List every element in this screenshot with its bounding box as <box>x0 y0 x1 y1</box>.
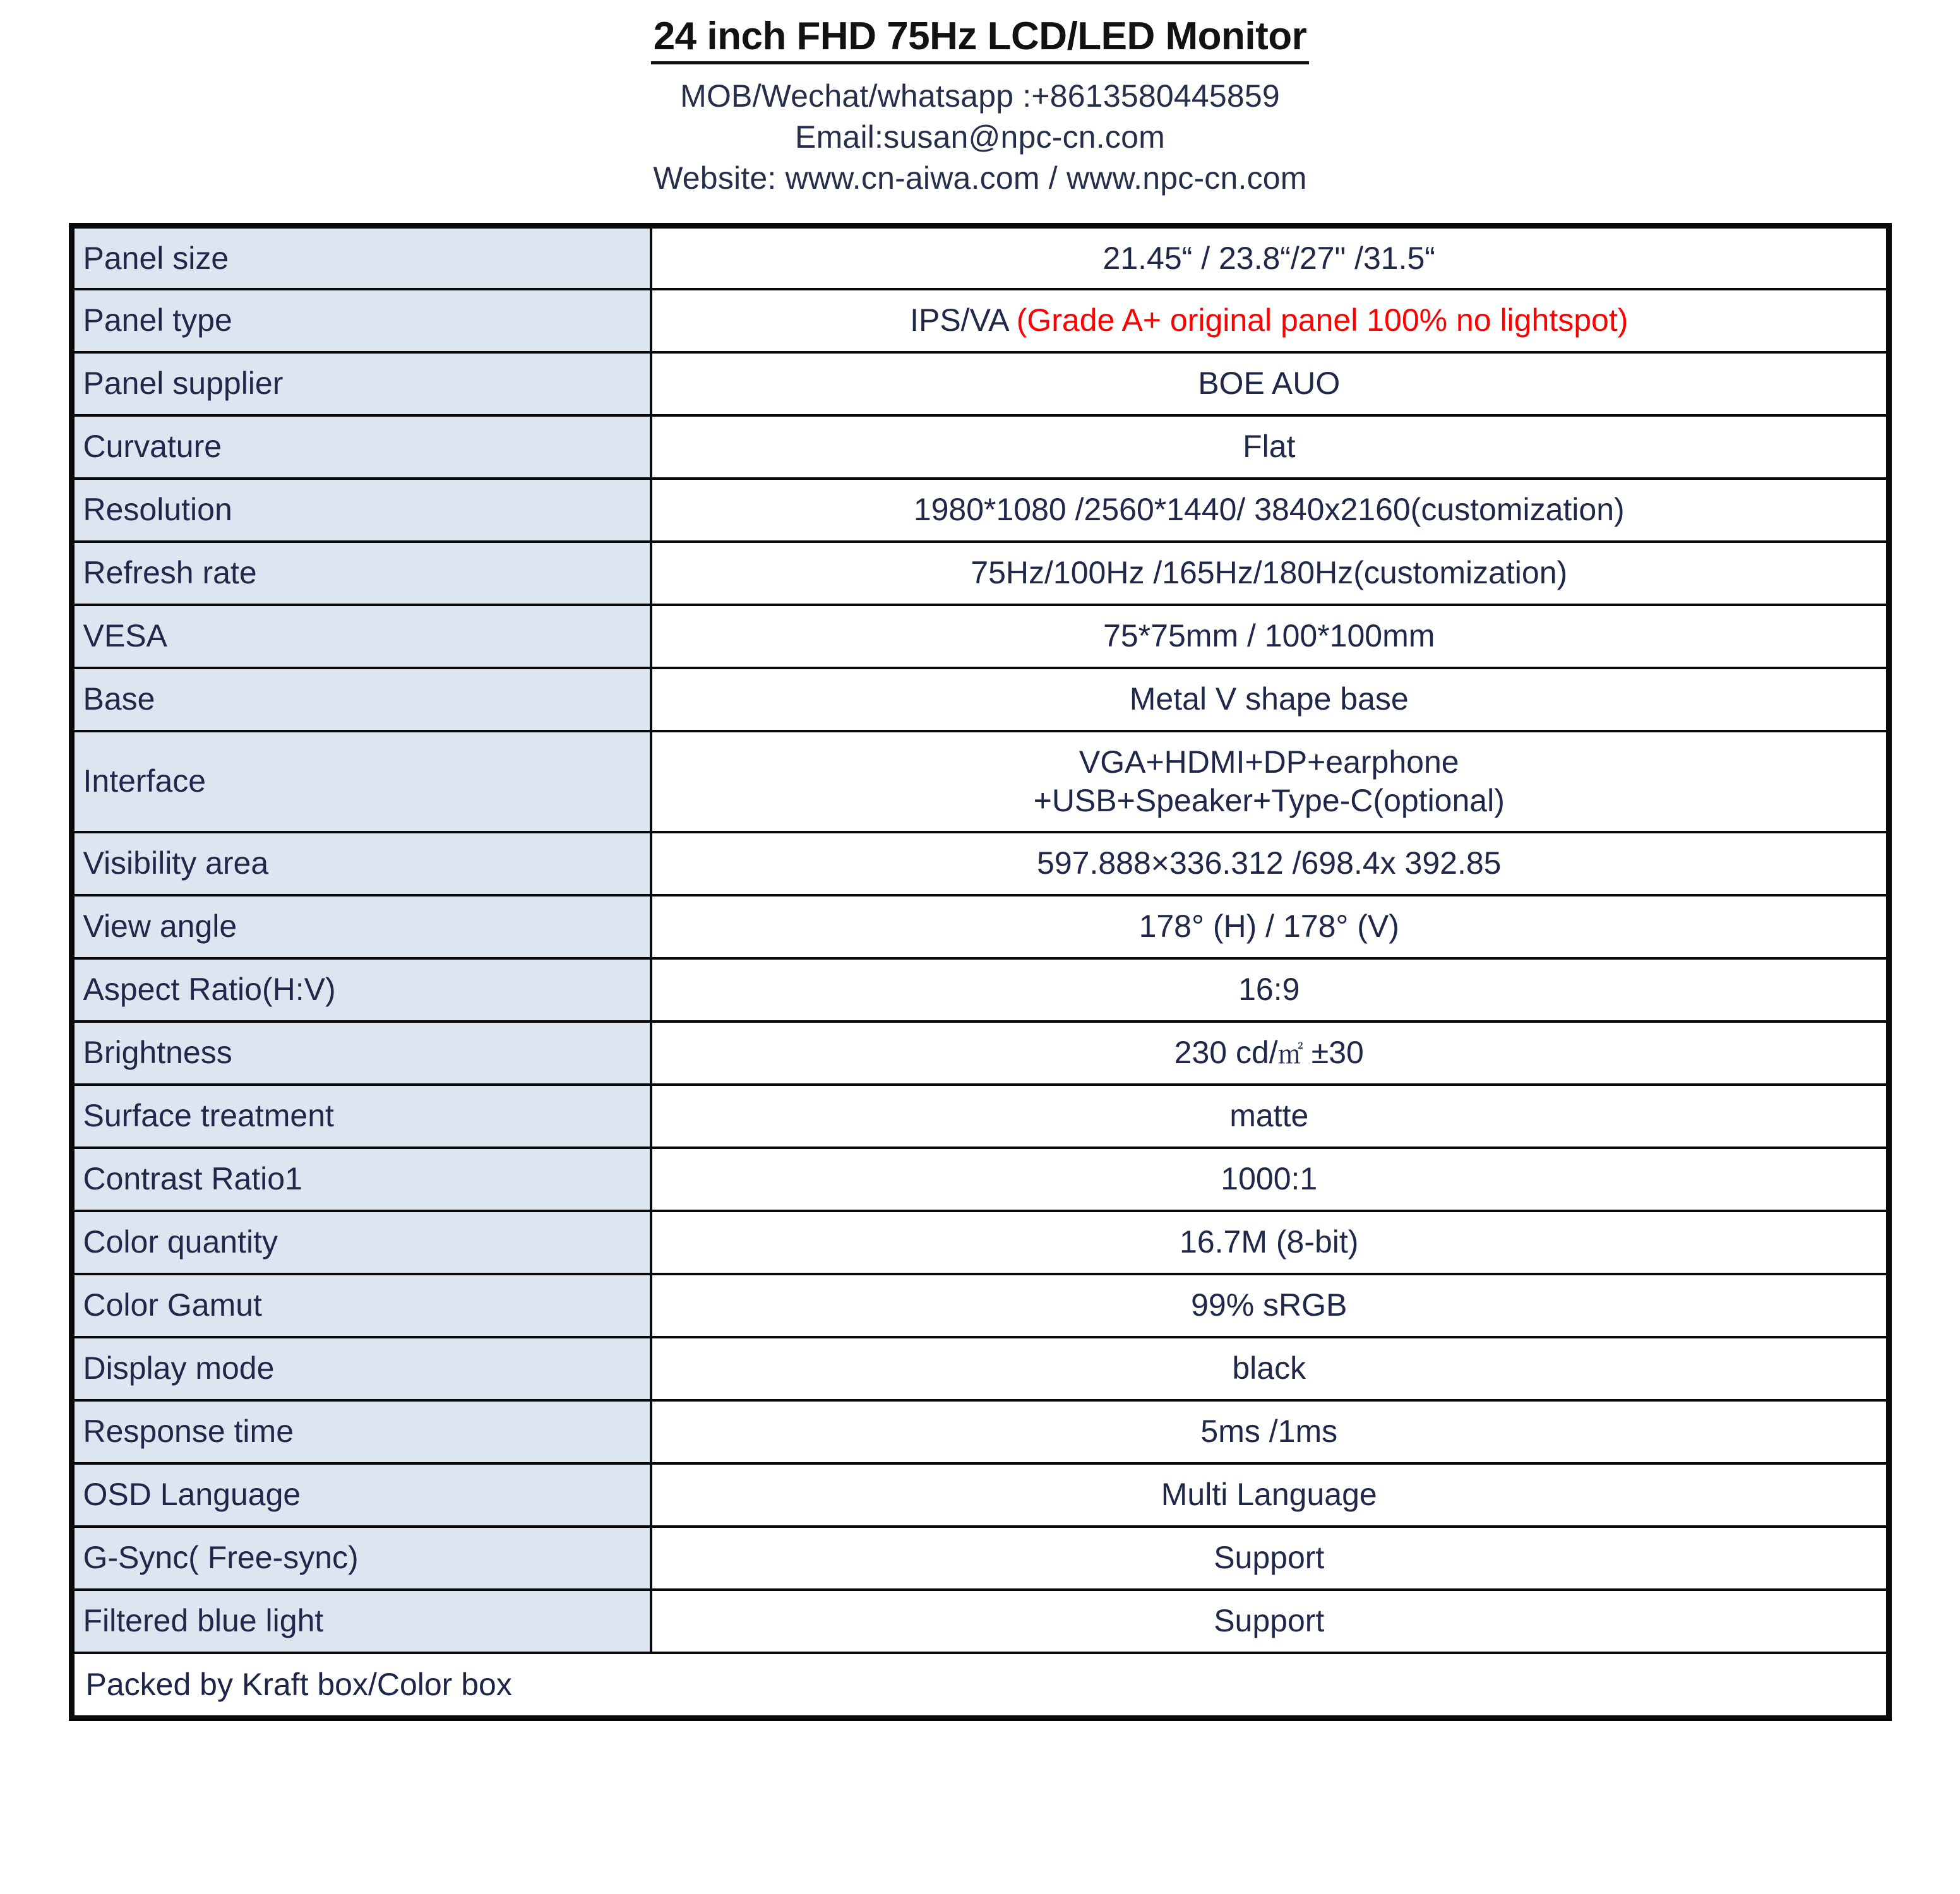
spec-value-cell: 21.45“ / 23.8“/27" /31.5“ <box>651 226 1889 289</box>
spec-value-cell: Support <box>651 1527 1889 1590</box>
spec-label-cell: View angle <box>71 895 651 958</box>
spec-value-cell <box>651 1021 1889 1085</box>
spec-label-cell: Display mode <box>71 1337 651 1400</box>
specification-table <box>69 223 1892 1721</box>
spec-value-cell: 5ms /1ms <box>651 1400 1889 1463</box>
table-row <box>71 1400 1889 1463</box>
spec-value-cell: 75*75mm / 100*100mm <box>651 605 1889 668</box>
spec-label-cell: Brightness <box>71 1021 651 1085</box>
spec-label-cell: G-Sync( Free-sync) <box>71 1527 651 1590</box>
document-header <box>0 0 1960 199</box>
spec-label-cell: Color Gamut <box>71 1274 651 1337</box>
table-row <box>71 832 1889 895</box>
spec-value-line-1: VGA+HDMI+DP+earphone <box>1079 744 1459 780</box>
spec-value-highlight: (Grade A+ original panel 100% no lightspot) <box>1016 302 1628 338</box>
table-row <box>71 352 1889 415</box>
table-row <box>71 1021 1889 1085</box>
spec-value-cell <box>651 289 1889 352</box>
spec-value-line-2: +USB+Speaker+Type-C(optional) <box>1033 782 1505 818</box>
table-row <box>71 415 1889 479</box>
spec-value-cell: 597.888×336.312 /698.4x 392.85 <box>651 832 1889 895</box>
spec-value-text: IPS/VA <box>910 302 1017 338</box>
spec-value-cell: BOE AUO <box>651 352 1889 415</box>
spec-value-cell: 16:9 <box>651 958 1889 1021</box>
table-row <box>71 479 1889 542</box>
spec-label-cell: Interface <box>71 731 651 832</box>
specification-table-body <box>71 226 1889 1718</box>
table-row <box>71 958 1889 1021</box>
contact-website-line: Website: www.cn-aiwa.com / www.npc-cn.com <box>653 160 1307 196</box>
spec-value-cell <box>651 731 1889 832</box>
spec-label-cell: Surface treatment <box>71 1085 651 1148</box>
table-row <box>71 1274 1889 1337</box>
spec-label-cell: Base <box>71 668 651 731</box>
packaging-row <box>71 1653 1889 1718</box>
spec-label-cell: Curvature <box>71 415 651 479</box>
table-row <box>71 1148 1889 1211</box>
square-metre-unit: ㎡ <box>1277 1041 1303 1069</box>
table-row <box>71 1527 1889 1590</box>
spec-value-cell: 99% sRGB <box>651 1274 1889 1337</box>
table-row <box>71 1211 1889 1274</box>
spec-label-cell: OSD Language <box>71 1463 651 1527</box>
packaging-note: Packed by Kraft box/Color box <box>71 1653 1889 1718</box>
spec-label-cell: Panel type <box>71 289 651 352</box>
table-row <box>71 289 1889 352</box>
spec-value-cell: 75Hz/100Hz /165Hz/180Hz(customization) <box>651 542 1889 605</box>
spec-value-cell: 178° (H) / 178° (V) <box>651 895 1889 958</box>
spec-label-cell: VESA <box>71 605 651 668</box>
spec-value-cell: Support <box>651 1590 1889 1653</box>
spec-label-cell: Contrast Ratio1 <box>71 1148 651 1211</box>
spec-value-cell: Multi Language <box>651 1463 1889 1527</box>
spec-label-cell: Panel size <box>71 226 651 289</box>
spec-value-cell: 1980*1080 /2560*1440/ 3840x2160(customization) <box>651 479 1889 542</box>
table-row <box>71 1337 1889 1400</box>
spec-value-cell: Metal V shape base <box>651 668 1889 731</box>
spec-label-cell: Resolution <box>71 479 651 542</box>
spec-label-cell: Visibility area <box>71 832 651 895</box>
table-row <box>71 605 1889 668</box>
table-row <box>71 1590 1889 1653</box>
spec-label-cell: Refresh rate <box>71 542 651 605</box>
contact-info <box>0 76 1960 199</box>
table-row <box>71 1085 1889 1148</box>
table-row <box>71 542 1889 605</box>
spec-value-cell: 1000:1 <box>651 1148 1889 1211</box>
spec-value-cell: Flat <box>651 415 1889 479</box>
spec-label-cell: Color quantity <box>71 1211 651 1274</box>
spec-label-cell: Response time <box>71 1400 651 1463</box>
contact-email-line: Email:susan@npc-cn.com <box>795 119 1165 155</box>
contact-phone-line: MOB/Wechat/whatsapp :+8613580445859 <box>680 78 1280 114</box>
spec-label-cell: Filtered blue light <box>71 1590 651 1653</box>
table-row <box>71 895 1889 958</box>
table-row <box>71 731 1889 832</box>
table-row <box>71 1463 1889 1527</box>
spec-value-tolerance: ±30 <box>1302 1035 1364 1071</box>
spec-value-cell: black <box>651 1337 1889 1400</box>
spec-label-cell: Aspect Ratio(H:V) <box>71 958 651 1021</box>
spec-value-text: 230 cd/ <box>1174 1035 1278 1071</box>
specification-table-container <box>69 223 1892 1721</box>
spec-label-cell: Panel supplier <box>71 352 651 415</box>
table-row <box>71 226 1889 289</box>
page-title: 24 inch FHD 75Hz LCD/LED Monitor <box>651 14 1310 64</box>
spec-value-cell: matte <box>651 1085 1889 1148</box>
table-row <box>71 668 1889 731</box>
spec-value-cell: 16.7M (8-bit) <box>651 1211 1889 1274</box>
